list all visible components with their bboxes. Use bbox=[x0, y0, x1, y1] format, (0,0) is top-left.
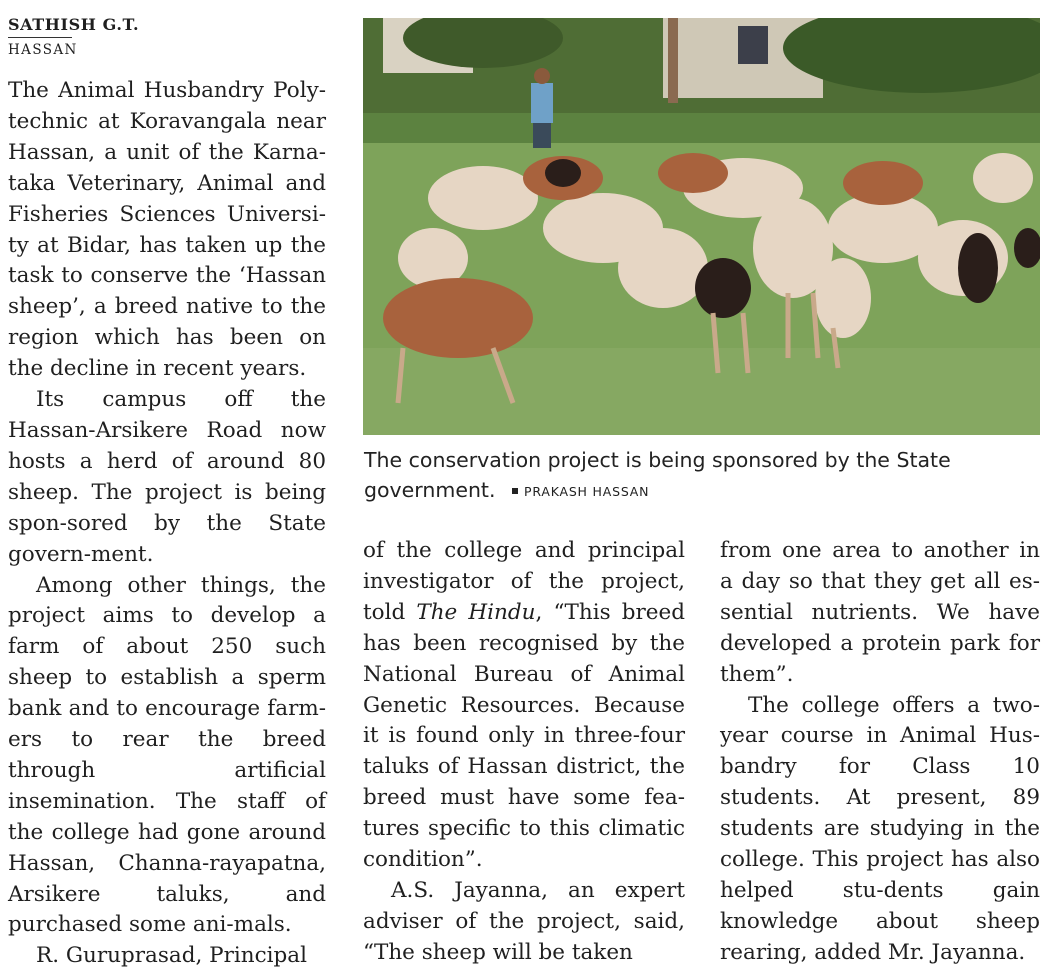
article-paragraph bbox=[363, 536, 685, 876]
photo-credit-text: PRAKASH HASSAN bbox=[524, 484, 650, 499]
article-column-2 bbox=[363, 536, 685, 969]
byline bbox=[8, 14, 139, 59]
caption-line-2: government. bbox=[364, 478, 496, 502]
article-column-3 bbox=[720, 536, 1040, 969]
article-column-1 bbox=[8, 76, 326, 972]
news-photo bbox=[363, 18, 1040, 435]
article-paragraph: A.S. Jayanna, an expert adviser of the project, said, “The sheep will be taken bbox=[363, 877, 685, 965]
sheep-flock-image bbox=[363, 18, 1040, 435]
newspaper-name: The Hindu bbox=[416, 599, 536, 625]
bullet-icon bbox=[512, 488, 518, 494]
author-name: SATHISH G.T. bbox=[8, 15, 140, 34]
caption-line-1: The conservation project is being sponsored by the State bbox=[364, 448, 951, 472]
article-paragraph: The Animal Husbandry Poly-technic at Koravangala near Hassan, a unit of the Karna-taka Veterinary, Animal and Fisheries Sciences Universi-ty at Bidar, has taken up the task to conserve the ‘Hassan sheep’, a breed native to the region which has been on the decline in recent years. bbox=[8, 78, 326, 382]
article-paragraph: from one area to another in a day so that they get all es-sential nutrients. We have developed a protein park for them”. bbox=[720, 538, 1040, 687]
paragraph-text: , “This breed has been recognised by the National Bureau of Animal Genetic Resources. Because it is found only in three-four taluks of Hassan district, the breed must have some fea-tures specific to this climatic condition”. bbox=[363, 599, 686, 873]
paragraph-text: of the college and principal investigator of the project, told bbox=[363, 538, 685, 625]
byline-rule bbox=[8, 37, 72, 38]
photo-caption bbox=[364, 445, 1040, 507]
dateline-place: HASSAN bbox=[8, 42, 78, 58]
photo-credit bbox=[512, 484, 649, 499]
article-paragraph: Among other things, the project aims to develop a farm of about 250 such sheep to establish a sperm bank and to encourage farm-ers to rear the breed through artificial insemination. The staff of the college had gone around Hassan, Channa-rayapatna, Arsikere taluks, and purchased some ani-mals. bbox=[8, 572, 326, 938]
article-paragraph: Its campus off the Hassan-Arsikere Road now hosts a herd of around 80 sheep. The project is being spon-sored by the State govern-ment. bbox=[8, 387, 326, 567]
article-paragraph: R. Guruprasad, Principal bbox=[36, 943, 307, 969]
article-paragraph: The college offers a two-year course in Animal Hus-bandry for Class 10 students. At present, 89 students are studying in the college. This project has also helped stu-dents gain knowledge about sheep rearing, added Mr. Jayanna. bbox=[720, 692, 1040, 965]
